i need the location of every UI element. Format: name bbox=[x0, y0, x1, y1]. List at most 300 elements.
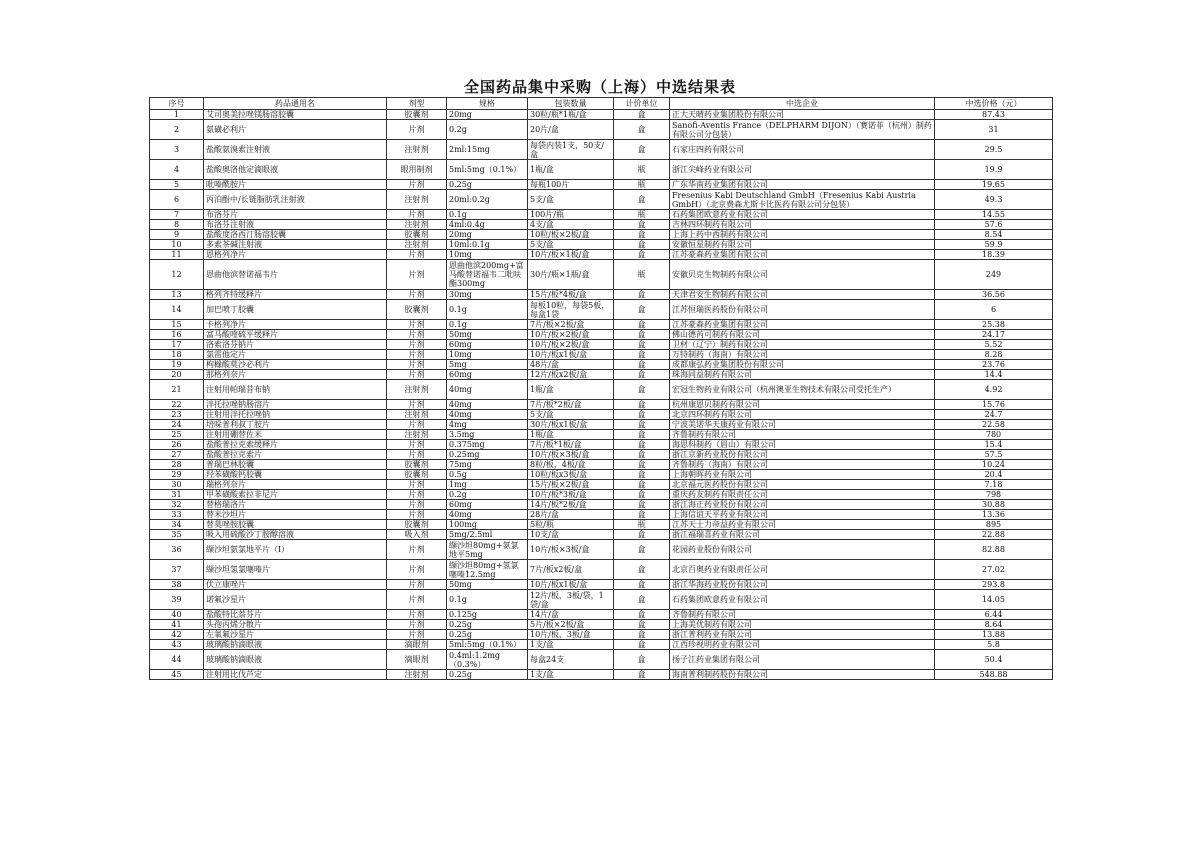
cell-price: 13.88 bbox=[935, 630, 1053, 640]
cell-drug-name: 恩格列净片 bbox=[204, 250, 387, 260]
table-row bbox=[150, 230, 1053, 240]
cell-price: 798 bbox=[935, 490, 1053, 500]
cell-pack: 10粒/板x3板/盒 bbox=[528, 470, 614, 480]
cell-unit: 瓶 bbox=[614, 520, 670, 530]
cell-company: 宏冠生物药业有限公司（杭州澳亚生物技术有限公司受托生产） bbox=[670, 380, 935, 400]
cell-pack: 1支/盒 bbox=[528, 640, 614, 650]
cell-dosage-form: 滴眼剂 bbox=[387, 640, 447, 650]
cell-company: 江苏恒瑞医药股份有限公司 bbox=[670, 300, 935, 320]
cell-unit: 盒 bbox=[614, 410, 670, 420]
cell-drug-name: 注射用泮托拉唑钠 bbox=[204, 410, 387, 420]
cell-company: 万特制药（海南）有限公司 bbox=[670, 350, 935, 360]
cell-company: 天津君安生物制药有限公司 bbox=[670, 290, 935, 300]
cell-no: 44 bbox=[150, 650, 204, 670]
cell-price: 82.88 bbox=[935, 540, 1053, 560]
table-row bbox=[150, 500, 1053, 510]
cell-company: 正大天晴药业集团股份有限公司 bbox=[670, 110, 935, 120]
cell-dosage-form: 片剂 bbox=[387, 210, 447, 220]
cell-drug-name: 培哚普利叔丁胺片 bbox=[204, 420, 387, 430]
table-row bbox=[150, 650, 1053, 670]
cell-company: 珠海同益制药有限公司 bbox=[670, 370, 935, 380]
cell-unit: 盒 bbox=[614, 590, 670, 610]
cell-no: 26 bbox=[150, 440, 204, 450]
cell-no: 8 bbox=[150, 220, 204, 230]
cell-company: 北京百奥药业有限责任公司 bbox=[670, 560, 935, 580]
cell-spec: 60mg bbox=[447, 370, 528, 380]
header-company: 中选企业 bbox=[670, 98, 935, 110]
table-row bbox=[150, 340, 1053, 350]
cell-no: 16 bbox=[150, 330, 204, 340]
cell-company: 重庆药友制药有限责任公司 bbox=[670, 490, 935, 500]
cell-pack: 8粒/板，4板/盒 bbox=[528, 460, 614, 470]
table-row bbox=[150, 670, 1053, 680]
table-row bbox=[150, 590, 1053, 610]
cell-company: 石药集团欧意药业有限公司 bbox=[670, 590, 935, 610]
cell-unit: 盒 bbox=[614, 580, 670, 590]
cell-no: 15 bbox=[150, 320, 204, 330]
cell-price: 15.4 bbox=[935, 440, 1053, 450]
cell-drug-name: 缬沙坦氨氯地平片（Ⅰ） bbox=[204, 540, 387, 560]
cell-no: 14 bbox=[150, 300, 204, 320]
cell-spec: 0.25g bbox=[447, 630, 528, 640]
cell-pack: 10片/板×2板/盒 bbox=[528, 330, 614, 340]
cell-pack: 10片/板x1板/盒 bbox=[528, 580, 614, 590]
cell-price: 25.38 bbox=[935, 320, 1053, 330]
cell-spec: 0.5g bbox=[447, 470, 528, 480]
cell-drug-name: 盐酸氨溴索注射液 bbox=[204, 140, 387, 160]
cell-unit: 盒 bbox=[614, 560, 670, 580]
header-spec: 规格 bbox=[447, 98, 528, 110]
cell-company: 齐鲁制药有限公司 bbox=[670, 430, 935, 440]
cell-unit: 盒 bbox=[614, 110, 670, 120]
table-row bbox=[150, 300, 1053, 320]
cell-dosage-form: 注射剂 bbox=[387, 190, 447, 210]
cell-pack: 5片/板×2板/盒 bbox=[528, 620, 614, 630]
cell-unit: 瓶 bbox=[614, 160, 670, 180]
cell-drug-name: 玻璃酸钠滴眼液 bbox=[204, 650, 387, 670]
cell-price: 24.7 bbox=[935, 410, 1053, 420]
cell-company: 石药集团欧意药业有限公司 bbox=[670, 210, 935, 220]
cell-pack: 12片/板x2板/盒 bbox=[528, 370, 614, 380]
cell-dosage-form: 片剂 bbox=[387, 560, 447, 580]
cell-company: 上海朝晖药业有限公司 bbox=[670, 470, 935, 480]
cell-drug-name: 盐酸特比萘芬片 bbox=[204, 610, 387, 620]
cell-no: 33 bbox=[150, 510, 204, 520]
cell-unit: 盒 bbox=[614, 510, 670, 520]
table-row bbox=[150, 320, 1053, 330]
cell-unit: 盒 bbox=[614, 220, 670, 230]
cell-pack: 1瓶/盒 bbox=[528, 430, 614, 440]
cell-company: 浙江普利药业有限公司 bbox=[670, 630, 935, 640]
cell-company: 海思科制药（眉山）有限公司 bbox=[670, 440, 935, 450]
cell-spec: 缬沙坦80mg+氢氯噻嗪12.5mg bbox=[447, 560, 528, 580]
cell-dosage-form: 胶囊剂 bbox=[387, 300, 447, 320]
cell-spec: 0.1g bbox=[447, 590, 528, 610]
cell-drug-name: 卡格列净片 bbox=[204, 320, 387, 330]
cell-unit: 盒 bbox=[614, 540, 670, 560]
cell-dosage-form: 片剂 bbox=[387, 360, 447, 370]
cell-no: 41 bbox=[150, 620, 204, 630]
table-row bbox=[150, 450, 1053, 460]
cell-price: 22.88 bbox=[935, 530, 1053, 540]
table-row bbox=[150, 190, 1053, 210]
cell-price: 548.88 bbox=[935, 670, 1053, 680]
cell-drug-name: 瑞格列奈片 bbox=[204, 480, 387, 490]
cell-dosage-form: 片剂 bbox=[387, 330, 447, 340]
cell-pack: 5粒/瓶 bbox=[528, 520, 614, 530]
cell-unit: 盒 bbox=[614, 470, 670, 480]
cell-dosage-form: 胶囊剂 bbox=[387, 520, 447, 530]
cell-price: 15.76 bbox=[935, 400, 1053, 410]
cell-no: 27 bbox=[150, 450, 204, 460]
cell-unit: 盒 bbox=[614, 290, 670, 300]
cell-drug-name: 普瑞巴林胶囊 bbox=[204, 460, 387, 470]
cell-no: 28 bbox=[150, 460, 204, 470]
cell-price: 4.92 bbox=[935, 380, 1053, 400]
cell-no: 43 bbox=[150, 640, 204, 650]
cell-price: 30.88 bbox=[935, 500, 1053, 510]
cell-drug-name: 恩曲他滨替诺福韦片 bbox=[204, 260, 387, 290]
table-row bbox=[150, 470, 1053, 480]
cell-no: 29 bbox=[150, 470, 204, 480]
cell-spec: 5mg bbox=[447, 360, 528, 370]
cell-unit: 盒 bbox=[614, 340, 670, 350]
cell-price: 50.4 bbox=[935, 650, 1053, 670]
cell-drug-name: 吡嗪酰胺片 bbox=[204, 180, 387, 190]
cell-drug-name: 羟苯磺酸钙胶囊 bbox=[204, 470, 387, 480]
cell-spec: 0.25g bbox=[447, 180, 528, 190]
cell-dosage-form: 胶囊剂 bbox=[387, 470, 447, 480]
cell-spec: 50mg bbox=[447, 330, 528, 340]
cell-drug-name: 注射用比伐芦定 bbox=[204, 670, 387, 680]
cell-price: 6.44 bbox=[935, 610, 1053, 620]
cell-price: 14.05 bbox=[935, 590, 1053, 610]
cell-dosage-form: 片剂 bbox=[387, 580, 447, 590]
cell-dosage-form: 片剂 bbox=[387, 180, 447, 190]
cell-pack: 48片/盒 bbox=[528, 360, 614, 370]
cell-company: 浙江尖峰药业有限公司 bbox=[670, 160, 935, 180]
cell-price: 5.8 bbox=[935, 640, 1053, 650]
table-row bbox=[150, 610, 1053, 620]
table-row bbox=[150, 520, 1053, 530]
cell-spec: 10mg bbox=[447, 350, 528, 360]
cell-dosage-form: 片剂 bbox=[387, 290, 447, 300]
cell-spec: 4ml:0.4g bbox=[447, 220, 528, 230]
cell-pack: 10片/板×2板/盒 bbox=[528, 340, 614, 350]
cell-price: 895 bbox=[935, 520, 1053, 530]
cell-pack: 1瓶/盒 bbox=[528, 380, 614, 400]
cell-drug-name: 玻璃酸钠滴眼液 bbox=[204, 640, 387, 650]
table-row bbox=[150, 140, 1053, 160]
cell-price: 8.28 bbox=[935, 350, 1053, 360]
cell-dosage-form: 片剂 bbox=[387, 500, 447, 510]
cell-drug-name: 泮托拉唑钠肠溶片 bbox=[204, 400, 387, 410]
cell-spec: 0.2g bbox=[447, 490, 528, 500]
cell-drug-name: 氯雷他定片 bbox=[204, 350, 387, 360]
cell-pack: 每瓶100片 bbox=[528, 180, 614, 190]
cell-unit: 瓶 bbox=[614, 210, 670, 220]
document-title: 全国药品集中采购（上海）中选结果表 bbox=[463, 78, 736, 96]
cell-drug-name: 洛索洛芬钠片 bbox=[204, 340, 387, 350]
cell-drug-name: 盐酸普拉克索片 bbox=[204, 450, 387, 460]
cell-pack: 7片/板*2板/盒 bbox=[528, 400, 614, 410]
cell-dosage-form: 胶囊剂 bbox=[387, 230, 447, 240]
cell-dosage-form: 片剂 bbox=[387, 400, 447, 410]
cell-unit: 盒 bbox=[614, 240, 670, 250]
cell-drug-name: 格列齐特缓释片 bbox=[204, 290, 387, 300]
cell-company: 上海上药中西制药有限公司 bbox=[670, 230, 935, 240]
cell-price: 57.6 bbox=[935, 220, 1053, 230]
cell-no: 39 bbox=[150, 590, 204, 610]
cell-unit: 盒 bbox=[614, 140, 670, 160]
table-row bbox=[150, 290, 1053, 300]
cell-dosage-form: 片剂 bbox=[387, 370, 447, 380]
table-row bbox=[150, 370, 1053, 380]
cell-spec: 0.1g bbox=[447, 300, 528, 320]
cell-spec: 恩曲他滨200mg+富马酸替诺福韦二吡呋酯300mg bbox=[447, 260, 528, 290]
cell-dosage-form: 片剂 bbox=[387, 510, 447, 520]
cell-price: 23.76 bbox=[935, 360, 1053, 370]
cell-no: 24 bbox=[150, 420, 204, 430]
cell-spec: 20mg bbox=[447, 110, 528, 120]
cell-company: 吉林四环制药有限公司 bbox=[670, 220, 935, 230]
cell-company: Fresenius Kabi Deutschland GmbH（Fresenius Kabi Austria GmbH）（北京费森尤斯卡比医药有限公司分包装） bbox=[670, 190, 935, 210]
cell-spec: 0.2g bbox=[447, 120, 528, 140]
table-row bbox=[150, 180, 1053, 190]
cell-price: 22.58 bbox=[935, 420, 1053, 430]
cell-pack: 10片/板，3板/盒 bbox=[528, 630, 614, 640]
cell-unit: 盒 bbox=[614, 460, 670, 470]
cell-company: 广东华南药业集团有限公司 bbox=[670, 180, 935, 190]
cell-spec: 100mg bbox=[447, 520, 528, 530]
cell-pack: 15片/板×2板/盒 bbox=[528, 480, 614, 490]
cell-company: 佛山德芮可制药有限公司 bbox=[670, 330, 935, 340]
cell-price: 29.5 bbox=[935, 140, 1053, 160]
cell-dosage-form: 注射剂 bbox=[387, 670, 447, 680]
table-row bbox=[150, 440, 1053, 450]
cell-pack: 5支/盒 bbox=[528, 410, 614, 420]
cell-no: 35 bbox=[150, 530, 204, 540]
cell-dosage-form: 片剂 bbox=[387, 320, 447, 330]
cell-unit: 盒 bbox=[614, 650, 670, 670]
cell-no: 40 bbox=[150, 610, 204, 620]
cell-spec: 5mg/2.5ml bbox=[447, 530, 528, 540]
cell-no: 5 bbox=[150, 180, 204, 190]
cell-unit: 盒 bbox=[614, 320, 670, 330]
cell-price: 20.4 bbox=[935, 470, 1053, 480]
cell-company: 海南普利制药股份有限公司 bbox=[670, 670, 935, 680]
cell-spec: 缬沙坦80mg+氨氯地平5mg bbox=[447, 540, 528, 560]
cell-no: 3 bbox=[150, 140, 204, 160]
cell-pack: 5支/盒 bbox=[528, 190, 614, 210]
cell-dosage-form: 片剂 bbox=[387, 480, 447, 490]
cell-company: 江西珍视明药业有限公司 bbox=[670, 640, 935, 650]
cell-unit: 盒 bbox=[614, 120, 670, 140]
cell-drug-name: 枸橼酸莫沙必利片 bbox=[204, 360, 387, 370]
table-row bbox=[150, 210, 1053, 220]
cell-company: 浙江福瑞喜药业有限公司 bbox=[670, 530, 935, 540]
cell-spec: 0.25g bbox=[447, 670, 528, 680]
cell-dosage-form: 片剂 bbox=[387, 340, 447, 350]
cell-no: 10 bbox=[150, 240, 204, 250]
cell-price: 14.55 bbox=[935, 210, 1053, 220]
cell-pack: 20片/盒 bbox=[528, 120, 614, 140]
cell-spec: 50mg bbox=[447, 580, 528, 590]
cell-pack: 15片/板*4板/盒 bbox=[528, 290, 614, 300]
header-drug-name: 药品通用名 bbox=[204, 98, 387, 110]
cell-price: 24.17 bbox=[935, 330, 1053, 340]
cell-dosage-form: 滴眼剂 bbox=[387, 650, 447, 670]
cell-price: 7.18 bbox=[935, 480, 1053, 490]
cell-company: 花园药业股份有限公司 bbox=[670, 540, 935, 560]
cell-price: 87.43 bbox=[935, 110, 1053, 120]
cell-pack: 每袋内装1支，50支/盒 bbox=[528, 140, 614, 160]
header-no: 序号 bbox=[150, 98, 204, 110]
cell-pack: 30片/瓶×1瓶/盒 bbox=[528, 260, 614, 290]
cell-dosage-form: 片剂 bbox=[387, 420, 447, 430]
cell-pack: 1支/盒 bbox=[528, 670, 614, 680]
cell-company: 石家庄四药有限公司 bbox=[670, 140, 935, 160]
cell-pack: 14片/盒 bbox=[528, 610, 614, 620]
cell-unit: 盒 bbox=[614, 360, 670, 370]
table-row bbox=[150, 410, 1053, 420]
header-unit: 计价单位 bbox=[614, 98, 670, 110]
cell-pack: 1瓶/盒 bbox=[528, 160, 614, 180]
cell-price: 293.8 bbox=[935, 580, 1053, 590]
cell-pack: 10片/板×3板/盒 bbox=[528, 540, 614, 560]
cell-pack: 28片/盒 bbox=[528, 510, 614, 520]
cell-pack: 7片/板*1板/盒 bbox=[528, 440, 614, 450]
cell-no: 23 bbox=[150, 410, 204, 420]
cell-dosage-form: 注射剂 bbox=[387, 410, 447, 420]
table-row bbox=[150, 640, 1053, 650]
cell-unit: 盒 bbox=[614, 490, 670, 500]
table-row bbox=[150, 580, 1053, 590]
cell-unit: 盒 bbox=[614, 630, 670, 640]
table-row bbox=[150, 360, 1053, 370]
cell-pack: 10粒/板×2板/盒 bbox=[528, 230, 614, 240]
table-body bbox=[150, 110, 1053, 680]
cell-company: 浙江京新药业股份有限公司 bbox=[670, 450, 935, 460]
cell-spec: 0.1g bbox=[447, 210, 528, 220]
cell-drug-name: 丙泊酚中/长链脂肪乳注射液 bbox=[204, 190, 387, 210]
cell-price: 8.54 bbox=[935, 230, 1053, 240]
cell-pack: 每盒24支 bbox=[528, 650, 614, 670]
table-row bbox=[150, 620, 1053, 630]
cell-dosage-form: 片剂 bbox=[387, 120, 447, 140]
cell-company: 齐鲁制药（海南）有限公司 bbox=[670, 460, 935, 470]
cell-price: 18.39 bbox=[935, 250, 1053, 260]
cell-company: 浙江海正药业股份有限公司 bbox=[670, 500, 935, 510]
cell-pack: 5支/盒 bbox=[528, 240, 614, 250]
cell-price: 31 bbox=[935, 120, 1053, 140]
cell-drug-name: 伏立康唑片 bbox=[204, 580, 387, 590]
cell-unit: 盒 bbox=[614, 230, 670, 240]
cell-no: 25 bbox=[150, 430, 204, 440]
cell-no: 31 bbox=[150, 490, 204, 500]
cell-dosage-form: 注射剂 bbox=[387, 430, 447, 440]
cell-dosage-form: 片剂 bbox=[387, 450, 447, 460]
cell-price: 59.9 bbox=[935, 240, 1053, 250]
cell-unit: 盒 bbox=[614, 350, 670, 360]
cell-drug-name: 氨磺必利片 bbox=[204, 120, 387, 140]
cell-dosage-form: 注射剂 bbox=[387, 220, 447, 230]
cell-spec: 0.25g bbox=[447, 620, 528, 630]
cell-no: 32 bbox=[150, 500, 204, 510]
cell-spec: 0.375mg bbox=[447, 440, 528, 450]
cell-no: 7 bbox=[150, 210, 204, 220]
cell-no: 2 bbox=[150, 120, 204, 140]
cell-dosage-form: 片剂 bbox=[387, 250, 447, 260]
cell-drug-name: 布洛芬片 bbox=[204, 210, 387, 220]
cell-dosage-form: 眼用制剂 bbox=[387, 160, 447, 180]
cell-drug-name: 吸入用硫酸沙丁胺醇溶液 bbox=[204, 530, 387, 540]
cell-pack: 100片/瓶 bbox=[528, 210, 614, 220]
table-row bbox=[150, 240, 1053, 250]
cell-pack: 每板10粒，每袋5板，每盒1袋 bbox=[528, 300, 614, 320]
cell-spec: 5ml:5mg（0.1%） bbox=[447, 160, 528, 180]
cell-no: 36 bbox=[150, 540, 204, 560]
cell-unit: 盒 bbox=[614, 480, 670, 490]
cell-price: 10.24 bbox=[935, 460, 1053, 470]
cell-spec: 0.1g bbox=[447, 320, 528, 330]
cell-price: 249 bbox=[935, 260, 1053, 290]
cell-dosage-form: 片剂 bbox=[387, 490, 447, 500]
cell-price: 13.36 bbox=[935, 510, 1053, 520]
cell-no: 12 bbox=[150, 260, 204, 290]
cell-price: 49.3 bbox=[935, 190, 1053, 210]
cell-company: 成都康弘药业集团股份有限公司 bbox=[670, 360, 935, 370]
cell-drug-name: 富马酸喹硫平缓释片 bbox=[204, 330, 387, 340]
cell-pack: 30片/板x1板/盒 bbox=[528, 420, 614, 430]
cell-dosage-form: 注射剂 bbox=[387, 240, 447, 250]
cell-spec: 3.5mg bbox=[447, 430, 528, 440]
cell-dosage-form: 片剂 bbox=[387, 350, 447, 360]
cell-unit: 盒 bbox=[614, 450, 670, 460]
cell-pack: 10片/板*3板/盒 bbox=[528, 490, 614, 500]
cell-price: 27.02 bbox=[935, 560, 1053, 580]
cell-spec: 4mg bbox=[447, 420, 528, 430]
cell-drug-name: 加巴喷丁胶囊 bbox=[204, 300, 387, 320]
cell-price: 6 bbox=[935, 300, 1053, 320]
header-pack: 包装数量 bbox=[528, 98, 614, 110]
cell-dosage-form: 片剂 bbox=[387, 620, 447, 630]
cell-drug-name: 多索茶碱注射液 bbox=[204, 240, 387, 250]
cell-unit: 盒 bbox=[614, 440, 670, 450]
cell-drug-name: 诺氟沙星片 bbox=[204, 590, 387, 610]
cell-no: 38 bbox=[150, 580, 204, 590]
cell-no: 1 bbox=[150, 110, 204, 120]
cell-drug-name: 替米沙坦片 bbox=[204, 510, 387, 520]
cell-spec: 1mg bbox=[447, 480, 528, 490]
cell-spec: 40mg bbox=[447, 400, 528, 410]
cell-pack: 10片/板x1板/盒 bbox=[528, 350, 614, 360]
cell-company: 杭州康恩贝制药有限公司 bbox=[670, 400, 935, 410]
cell-unit: 瓶 bbox=[614, 180, 670, 190]
cell-pack: 10片/板×1板/盒 bbox=[528, 250, 614, 260]
cell-dosage-form: 胶囊剂 bbox=[387, 110, 447, 120]
cell-company: 江苏豪森药业集团有限公司 bbox=[670, 320, 935, 330]
cell-spec: 0.25mg bbox=[447, 450, 528, 460]
table-row bbox=[150, 430, 1053, 440]
cell-unit: 盒 bbox=[614, 620, 670, 630]
table-row bbox=[150, 220, 1053, 230]
cell-company: 江苏天士力帝益药业有限公司 bbox=[670, 520, 935, 530]
table-row bbox=[150, 490, 1053, 500]
cell-price: 19.65 bbox=[935, 180, 1053, 190]
cell-company: 齐鲁制药有限公司 bbox=[670, 610, 935, 620]
cell-company: 北京福元医药股份有限公司 bbox=[670, 480, 935, 490]
